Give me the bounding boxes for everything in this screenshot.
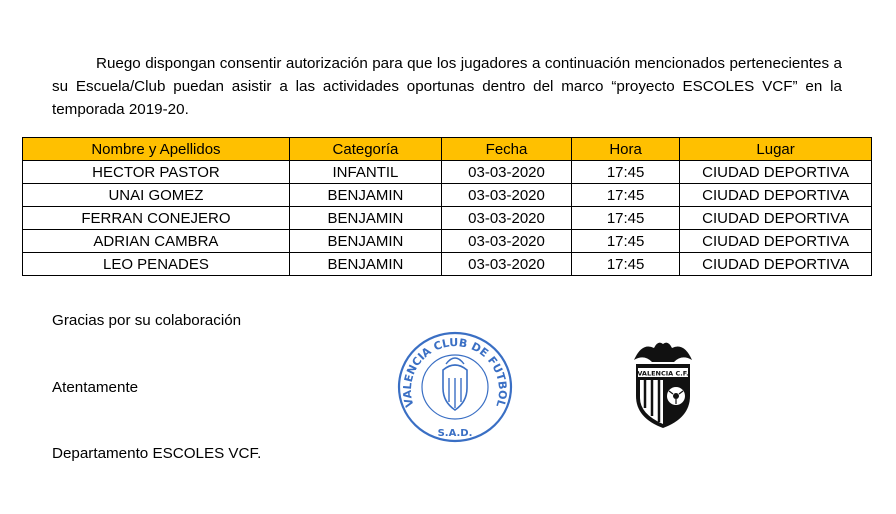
crest-text: VALENCIA C.F.: [637, 369, 689, 378]
header-name: Nombre y Apellidos: [23, 138, 290, 161]
cell-category: BENJAMIN: [289, 230, 441, 253]
cell-date: 03-03-2020: [442, 184, 572, 207]
header-date: Fecha: [442, 138, 572, 161]
cell-name: HECTOR PASTOR: [23, 161, 290, 184]
cell-place: CIUDAD DEPORTIVA: [680, 207, 872, 230]
cell-time: 17:45: [572, 207, 680, 230]
table-row: [23, 161, 872, 184]
intro-paragraph: Ruego dispongan consentir autorización para que los jugadores a continuación mencionados pertenecientes a su Escuela/Club puedan asistir a las actividades oportunas dentro del marco “proyecto ESCOLES VCF” en la temporada 2019-20.: [52, 55, 842, 118]
cell-time: 17:45: [572, 161, 680, 184]
valencia-crest-logo: [628, 338, 698, 430]
cell-time: 17:45: [572, 184, 680, 207]
stamp-ring-text: VALENCIA CLUB DE FUTBOL: [400, 336, 510, 409]
cell-date: 03-03-2020: [442, 161, 572, 184]
table-header-row: [23, 138, 872, 161]
cell-name: UNAI GOMEZ: [23, 184, 290, 207]
cell-date: 03-03-2020: [442, 253, 572, 276]
header-place: Lugar: [680, 138, 872, 161]
cell-name: ADRIAN CAMBRA: [23, 230, 290, 253]
cell-category: BENJAMIN: [289, 184, 441, 207]
cell-date: 03-03-2020: [442, 230, 572, 253]
department-signature: Departamento ESCOLES VCF.: [52, 445, 262, 462]
players-table: [22, 137, 872, 276]
cell-time: 17:45: [572, 230, 680, 253]
cell-category: BENJAMIN: [289, 207, 441, 230]
header-category: Categoría: [289, 138, 441, 161]
cell-date: 03-03-2020: [442, 207, 572, 230]
cell-place: CIUDAD DEPORTIVA: [680, 230, 872, 253]
cell-category: INFANTIL: [289, 161, 441, 184]
table-row: [23, 230, 872, 253]
cell-place: CIUDAD DEPORTIVA: [680, 161, 872, 184]
header-time: Hora: [572, 138, 680, 161]
club-stamp: [396, 330, 514, 444]
cell-category: BENJAMIN: [289, 253, 441, 276]
cell-time: 17:45: [572, 253, 680, 276]
table-row: [23, 253, 872, 276]
table-row: [23, 184, 872, 207]
cell-place: CIUDAD DEPORTIVA: [680, 184, 872, 207]
thanks-text: Gracias por su colaboración: [52, 312, 242, 329]
cell-name: LEO PENADES: [23, 253, 290, 276]
cell-place: CIUDAD DEPORTIVA: [680, 253, 872, 276]
cell-name: FERRAN CONEJERO: [23, 207, 290, 230]
stamp-bottom-text: S.A.D.: [437, 428, 473, 439]
table-row: [23, 207, 872, 230]
regards-text: Atentamente: [52, 379, 139, 396]
